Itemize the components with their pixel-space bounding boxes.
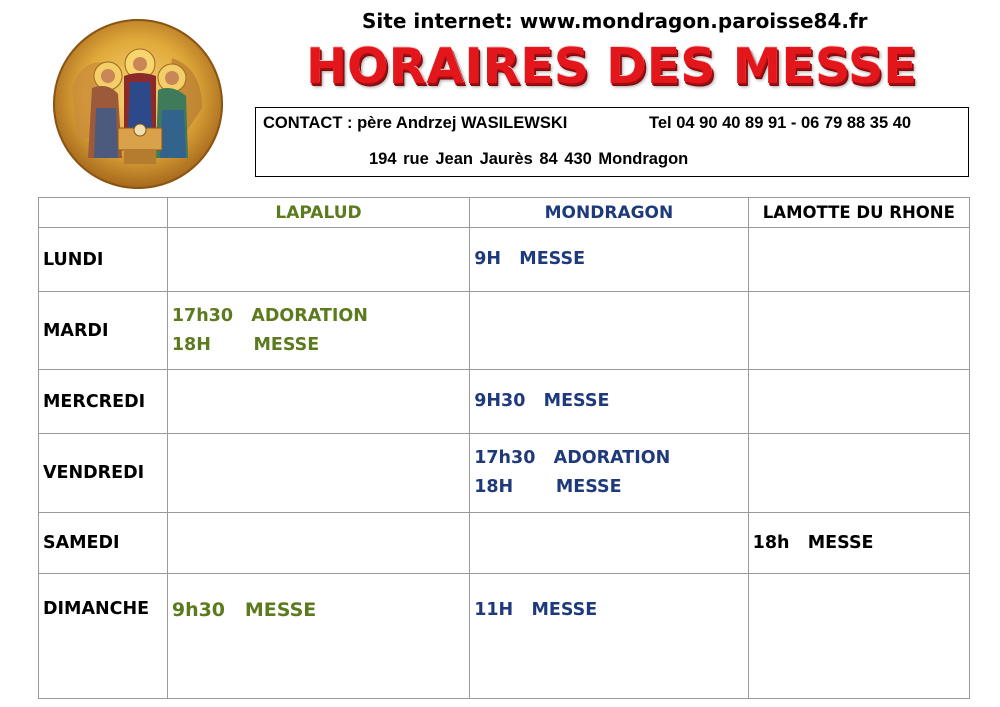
mondragon-cell (470, 574, 748, 699)
table-row-mardi (39, 292, 970, 370)
mondragon-cell (470, 292, 748, 370)
mondragon-cell (470, 513, 748, 574)
table-row-samedi (39, 513, 970, 574)
table-row-mercredi (39, 370, 970, 434)
lamotte-cell (748, 574, 969, 699)
lamotte-cell (748, 228, 969, 292)
holy-trinity-icon (52, 18, 224, 190)
day-cell: DIMANCHE (39, 574, 168, 699)
lamotte-cell (748, 370, 969, 434)
contact-phone: Tel 04 90 40 89 91 - 06 79 88 35 40 (649, 114, 912, 132)
event-text: 11H MESSE (474, 600, 598, 620)
mondragon-cell (470, 434, 748, 513)
event-text: 9H MESSE (474, 249, 586, 269)
header-mondragon: MONDRAGON (470, 198, 748, 228)
event-text: 9H30 MESSE (474, 391, 610, 411)
table-header-row (39, 198, 970, 228)
lapalud-cell (167, 292, 469, 370)
table-row-dimanche (39, 574, 970, 699)
lapalud-cell (167, 228, 469, 292)
contact-address: 194 rue Jean Jaurès 84 430 Mondragon (369, 150, 689, 168)
table-row-vendredi (39, 434, 970, 513)
table-row-lundi (39, 228, 970, 292)
lamotte-cell (748, 513, 969, 574)
contact-box (255, 107, 969, 177)
event-text: 9h30 MESSE (171, 599, 317, 621)
day-cell: MERCREDI (39, 370, 168, 434)
day-cell: LUNDI (39, 228, 168, 292)
header-empty (39, 198, 168, 228)
contact-name: CONTACT : père Andrzej WASILEWSKI (263, 114, 568, 132)
lapalud-cell (167, 370, 469, 434)
day-cell: MARDI (39, 292, 168, 370)
lamotte-cell (748, 434, 969, 513)
day-cell: VENDREDI (39, 434, 168, 513)
event-text: 18h MESSE (752, 532, 874, 553)
lapalud-cell (167, 434, 469, 513)
mondragon-cell (470, 370, 748, 434)
header-lapalud: LAPALUD (167, 198, 469, 228)
event-text: 17h30 ADORATION (171, 305, 368, 326)
header-lamotte: LAMOTTE DU RHONE (748, 198, 969, 228)
lamotte-cell (748, 292, 969, 370)
event-text: 18H MESSE (171, 334, 320, 355)
lapalud-cell (167, 574, 469, 699)
page-title: HORAIRES DES MESSE (306, 38, 917, 95)
event-text: 17h30 ADORATION (474, 448, 671, 468)
day-cell: SAMEDI (39, 513, 168, 574)
mass-schedule-table (38, 197, 970, 699)
event-text: 18H MESSE (474, 477, 622, 497)
site-url: Site internet: www.mondragon.paroisse84.fr (362, 9, 868, 33)
mondragon-cell (470, 228, 748, 292)
lapalud-cell (167, 513, 469, 574)
